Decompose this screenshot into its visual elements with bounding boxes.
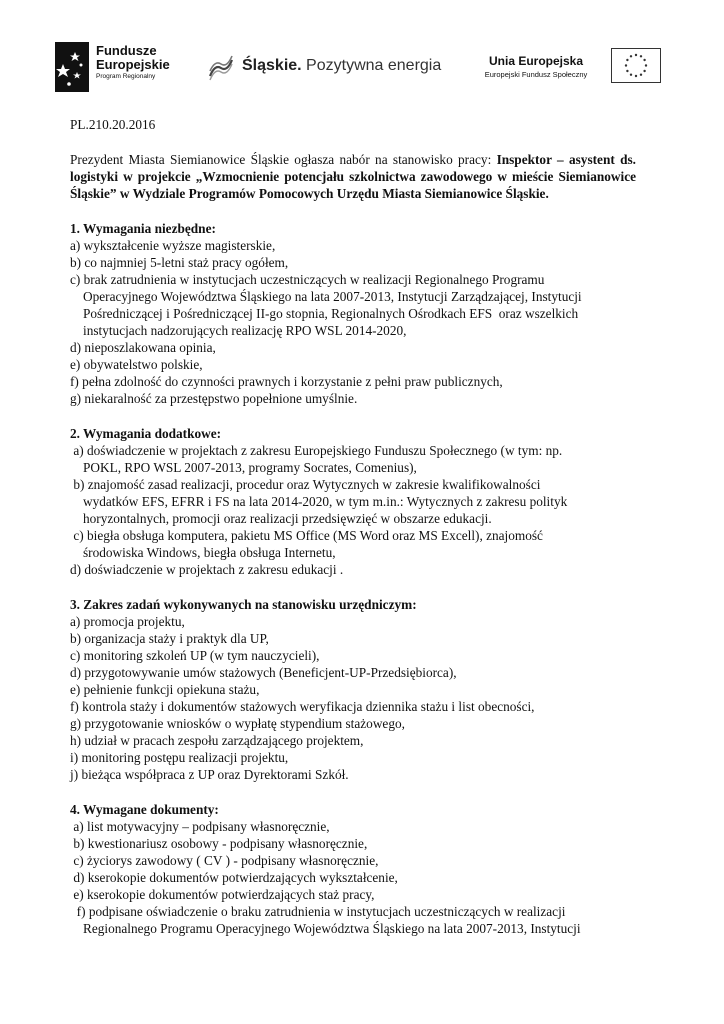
section-1: [70, 220, 636, 407]
section-title: 3. Zakres zadań wykonywanych na stanowisku urzędniczym:: [70, 597, 417, 612]
list-item-text: c) życiorys zawodowy ( CV ) - podpisany własnoręcznie,: [70, 853, 379, 868]
list-item: [70, 476, 636, 527]
fe-logo-line2: Europejskie: [96, 57, 170, 72]
sections-container: [70, 220, 636, 937]
list-item-text: d) doświadczenie w projektach z zakresu edukacji .: [70, 562, 344, 577]
eu-flag-icon: [611, 48, 661, 83]
ue-logo-line2: Europejski Fundusz Społeczny: [484, 70, 588, 79]
slaskie-slogan: Pozytywna energia: [301, 57, 442, 74]
section-title: 1. Wymagania niezbędne:: [70, 221, 216, 236]
unia-europejska-logo-text: [471, 54, 601, 80]
slaskie-logo: [207, 52, 447, 88]
slaskie-wave-icon: [207, 54, 235, 82]
list-item: [70, 869, 636, 886]
list-item-text: f) kontrola staży i dokumentów stażowych weryfikacja dziennika stażu i list obecności,: [70, 699, 535, 714]
section-4: [70, 801, 636, 937]
list-item-continuation: środowiska Windows, biegła obsługa Internetu,: [83, 545, 336, 560]
list-item-text: b) organizacja staży i praktyk dla UP,: [70, 631, 269, 646]
list-item-text: e) kserokopie dokumentów potwierdzających staż pracy,: [70, 887, 375, 902]
list-item-continuation: POKL, RPO WSL 2007-2013, programy Socrates, Comenius),: [83, 460, 417, 475]
list-item: [70, 254, 636, 271]
list-item-text: c) monitoring szkoleń UP (w tym nauczycieli),: [70, 648, 320, 663]
list-item-text: g) niekaralność za przestępstwo popełnione umyślnie.: [70, 391, 358, 406]
list-item-text: h) udział w pracach zespołu zarządzającego projektem,: [70, 733, 364, 748]
list-item-text: i) monitoring postępu realizacji projektu,: [70, 750, 289, 765]
list-item: [70, 749, 636, 766]
list-item: [70, 732, 636, 749]
list-item-text: g) przygotowanie wniosków o wypłatę stypendium stażowego,: [70, 716, 405, 731]
list-item: [70, 835, 636, 852]
list-item-text: c) brak zatrudnienia w instytucjach uczestniczących w realizacji Regionalnego Programu: [70, 272, 545, 287]
section-title: 2. Wymagania dodatkowe:: [70, 426, 222, 441]
list-item-text: a) list motywacyjny – podpisany własnoręcznie,: [70, 819, 330, 834]
list-item-text: b) co najmniej 5-letni staż pracy ogółem,: [70, 255, 289, 270]
list-item: [70, 390, 636, 407]
slaskie-brand: Śląskie.: [242, 57, 302, 74]
page-header: [55, 38, 669, 108]
fe-logo-text: [96, 44, 170, 81]
list-item-text: a) wykształcenie wyższe magisterskie,: [70, 238, 276, 253]
list-item: [70, 852, 636, 869]
list-item: [70, 356, 636, 373]
intro-position-title: Inspektor – asystent ds. logistyki w projekcie „Wzmocnienie potencjału szkolnictwa zawodowego w mieście Siemianowice Śląskie” w Wydziale Programów Pomocowych Urzędu Miasta Siemianowice Śląskie.: [70, 152, 636, 201]
list-item: [70, 630, 636, 647]
list-item-text: a) promocja projektu,: [70, 614, 185, 629]
list-item: [70, 613, 636, 630]
list-item: [70, 698, 636, 715]
slaskie-logo-text: [242, 57, 441, 75]
fundusze-europejskie-logo: [55, 42, 185, 94]
list-item: [70, 271, 636, 339]
list-item-text: e) obywatelstwo polskie,: [70, 357, 203, 372]
list-item-text: b) kwestionariusz osobowy - podpisany własnoręcznie,: [70, 836, 368, 851]
ue-logo-line1: Unia Europejska: [488, 54, 584, 68]
list-item-continuation: Regionalnego Programu Operacyjnego Województwa Śląskiego na lata 2007-2013, Instytucji: [83, 921, 581, 936]
list-item: [70, 903, 636, 937]
list-item: [70, 818, 636, 835]
list-item: [70, 339, 636, 356]
list-item-text: f) podpisane oświadczenie o braku zatrudnienia w instytucjach uczestniczących w realizacji: [70, 904, 566, 919]
list-item: [70, 647, 636, 664]
list-item: [70, 561, 636, 578]
list-item-text: e) pełnienie funkcji opiekuna stażu,: [70, 682, 260, 697]
announcement-intro: [70, 151, 636, 202]
list-item: [70, 442, 636, 476]
list-item: [70, 886, 636, 903]
document-body: [70, 116, 636, 955]
list-item-continuation: Operacyjnego Województwa Śląskiego na lata 2007-2013, Instytucji Zarządzającej, Instytucji Pośredniczącej i Pośredniczącej II-go stopnia, Regionalnych Ośrodkach EFS oraz wszelkich instytucjach nadzorujących realizację RPO WSL 2014-2020,: [83, 289, 585, 338]
section-2: [70, 425, 636, 578]
list-item-text: a) doświadczenie w projektach z zakresu Europejskiego Funduszu Społecznego (w tym: np.: [70, 443, 563, 458]
list-item-text: d) nieposzlakowana opinia,: [70, 340, 216, 355]
list-item-text: d) kserokopie dokumentów potwierdzających wykształcenie,: [70, 870, 398, 885]
intro-plain-text: Prezydent Miasta Siemianowice Śląskie ogłasza nabór na stanowisko pracy:: [70, 152, 497, 167]
list-item-text: b) znajomość zasad realizacji, procedur oraz Wytycznych w zakresie kwalifikowalności: [70, 477, 541, 492]
reference-number: PL.210.20.2016: [70, 117, 156, 132]
fe-logo-line3: Program Regionalny: [96, 73, 156, 80]
list-item: [70, 766, 636, 783]
section-title: 4. Wymagane dokumenty:: [70, 802, 219, 817]
list-item: [70, 664, 636, 681]
list-item-text: f) pełna zdolność do czynności prawnych i korzystanie z pełni praw publicznych,: [70, 374, 503, 389]
fe-logo-line1: Fundusze: [96, 43, 157, 58]
list-item-text: c) biegła obsługa komputera, pakietu MS Office (MS Word oraz MS Excell), znajomość: [70, 528, 543, 543]
fe-stars-icon: [55, 42, 89, 92]
list-item: [70, 373, 636, 390]
list-item-text: j) bieżąca współpraca z UP oraz Dyrektorami Szkół.: [70, 767, 349, 782]
list-item: [70, 715, 636, 732]
list-item: [70, 237, 636, 254]
list-item: [70, 527, 636, 561]
list-item: [70, 681, 636, 698]
list-item-text: d) przygotowywanie umów stażowych (Beneficjent-UP-Przedsiębiorca),: [70, 665, 457, 680]
list-item-continuation: wydatków EFS, EFRR i FS na lata 2014-2020, w tym m.in.: Wytycznych z zakresu polityk horyzontalnych, promocji oraz realizacji przedsięwzięć w obszarze edukacji.: [83, 494, 571, 526]
section-3: [70, 596, 636, 783]
